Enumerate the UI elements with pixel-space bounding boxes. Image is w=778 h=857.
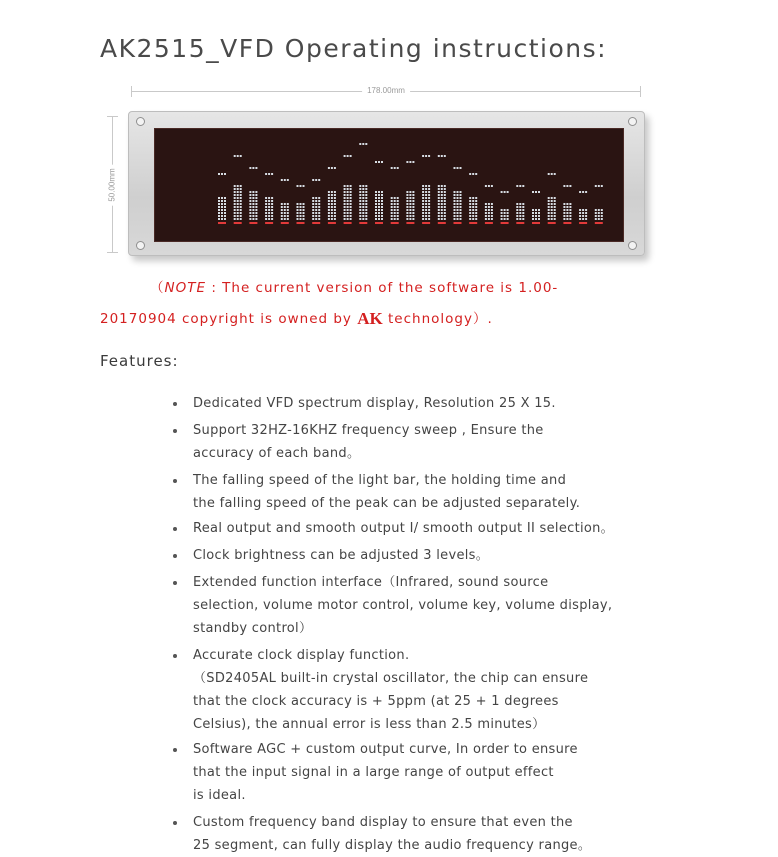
feature-item bbox=[173, 544, 648, 567]
spectrum-band bbox=[218, 173, 226, 224]
feature-item bbox=[173, 811, 648, 857]
spectrum-band bbox=[297, 185, 305, 224]
note-version-text: : The current version of the software is 1.00- bbox=[211, 280, 559, 296]
feature-line: Accurate clock display function. bbox=[193, 648, 410, 663]
feature-line: the falling speed of the peak can be adjusted separately. bbox=[193, 496, 581, 511]
spectrum-band bbox=[516, 185, 524, 224]
page-title: AK2515_VFD Operating instructions: bbox=[100, 34, 608, 63]
spectrum-band bbox=[454, 167, 462, 224]
spectrum-band bbox=[249, 167, 257, 224]
mounting-hole bbox=[628, 241, 637, 250]
feature-item bbox=[173, 469, 648, 515]
note-brand-suffix: technology）. bbox=[388, 311, 493, 327]
spectrum-band bbox=[375, 161, 383, 224]
feature-item bbox=[173, 392, 648, 415]
feature-item bbox=[173, 571, 648, 640]
spectrum-band bbox=[579, 191, 587, 224]
feature-line: that the clock accuracy is + 5ppm (at 25 + 1 degrees bbox=[193, 694, 559, 709]
version-note-line-2 bbox=[100, 307, 493, 329]
note-paren: （ bbox=[150, 280, 165, 296]
feature-line: Support 32HZ-16KHZ frequency sweep , Ensure the bbox=[193, 423, 544, 438]
spectrum-band bbox=[532, 191, 540, 224]
mounting-hole bbox=[136, 241, 145, 250]
spectrum-band bbox=[501, 191, 509, 224]
width-dimension-label: 178.00mm bbox=[362, 84, 410, 98]
feature-item bbox=[173, 517, 648, 540]
feature-line: Software AGC + custom output curve, In order to ensure bbox=[193, 742, 578, 757]
spectrum-band bbox=[406, 161, 414, 224]
feature-line: The falling speed of the light bar, the holding time and bbox=[193, 473, 567, 488]
feature-line: accuracy of each band。 bbox=[193, 446, 361, 461]
feature-item bbox=[173, 644, 648, 736]
spectrum-band bbox=[485, 185, 493, 224]
spectrum-band bbox=[234, 155, 242, 224]
features-list bbox=[173, 392, 648, 857]
spectrum-band bbox=[563, 185, 571, 224]
height-dimension-label: 50.00mm bbox=[108, 164, 117, 205]
feature-line: standby control） bbox=[193, 621, 313, 636]
spectrum-band bbox=[328, 167, 336, 224]
spectrum-band bbox=[312, 179, 320, 224]
spectrum-band bbox=[469, 173, 477, 224]
spectrum-display bbox=[155, 129, 623, 241]
spectrum-band bbox=[422, 155, 430, 224]
spectrum-band bbox=[438, 155, 446, 224]
mounting-hole bbox=[136, 117, 145, 126]
feature-line: （SD2405AL built-in crystal oscillator, the chip can ensure bbox=[193, 671, 589, 686]
note-copyright-text: 20170904 copyright is owned by bbox=[100, 311, 352, 327]
feature-line: Dedicated VFD spectrum display, Resolution 25 X 15. bbox=[193, 396, 556, 411]
features-heading: Features: bbox=[100, 352, 179, 370]
ak-logo: AK bbox=[357, 309, 383, 328]
feature-line: 25 segment, can fully display the audio frequency range。 bbox=[193, 838, 592, 853]
mounting-hole bbox=[628, 117, 637, 126]
version-note-line-1 bbox=[100, 276, 558, 296]
width-dimension bbox=[131, 84, 641, 98]
feature-line: is ideal. bbox=[193, 788, 246, 803]
feature-line: Real output and smooth output I/ smooth output II selection。 bbox=[193, 521, 614, 536]
feature-line: that the input signal in a large range of output effect bbox=[193, 765, 554, 780]
feature-item bbox=[173, 419, 648, 465]
feature-line: selection, volume motor control, volume key, volume display, bbox=[193, 598, 613, 613]
note-label: NOTE bbox=[164, 280, 207, 296]
feature-line: Clock brightness can be adjusted 3 levels。 bbox=[193, 548, 490, 563]
spectrum-band bbox=[359, 143, 367, 224]
spectrum-band bbox=[595, 185, 603, 224]
feature-line: Celsius), the annual error is less than 2.5 minutes） bbox=[193, 717, 546, 732]
height-dimension bbox=[104, 116, 120, 253]
feature-line: Custom frequency band display to ensure that even the bbox=[193, 815, 573, 830]
vfd-screen bbox=[154, 128, 624, 242]
vfd-module-image bbox=[128, 111, 645, 256]
spectrum-band bbox=[391, 167, 399, 224]
feature-line: Extended function interface（Infrared, sound source bbox=[193, 575, 549, 590]
spectrum-band bbox=[548, 173, 556, 224]
feature-item bbox=[173, 738, 648, 807]
spectrum-band bbox=[265, 173, 273, 224]
spectrum-band bbox=[344, 155, 352, 224]
spectrum-band bbox=[281, 179, 289, 224]
